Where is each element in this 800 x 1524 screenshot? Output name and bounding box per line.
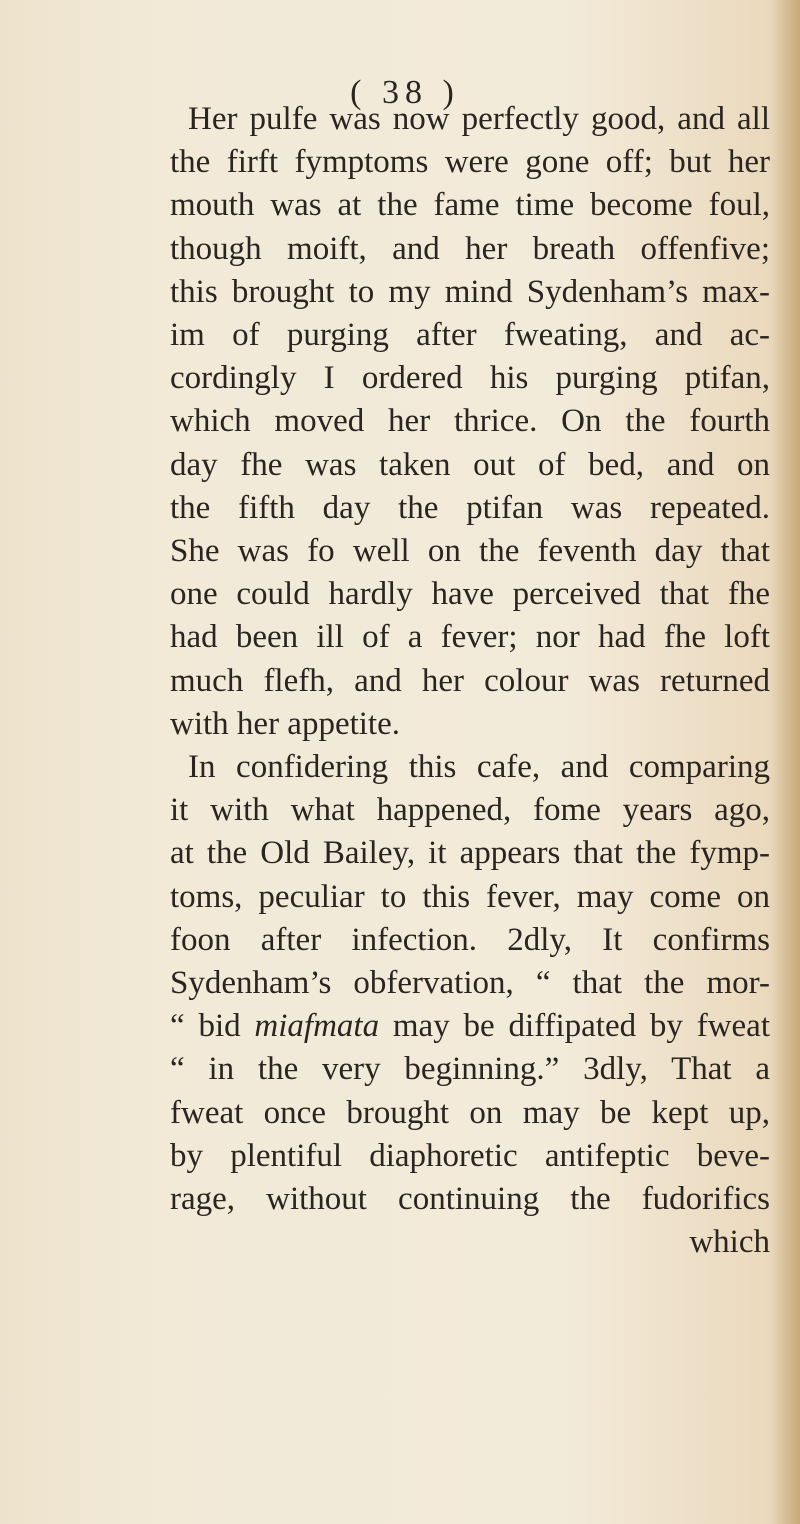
page-number: ( 38 ) [350, 74, 460, 111]
text-line: Her pulfe was now perfectly good, and all [188, 101, 770, 137]
text-line: which moved her thrice. On the fourth [170, 403, 770, 440]
italic-term: miafmata [254, 1008, 380, 1045]
text-line: the firft fymptoms were gone off; but her [170, 144, 770, 181]
body-text [170, 98, 770, 1264]
catchword: which [689, 1224, 770, 1261]
text-line: had been ill of a fever; nor had fhe loft [170, 619, 770, 656]
text-line: one could hardly have perceived that fhe [170, 576, 770, 613]
text-line: foon after infection. 2dly, It confirms [170, 921, 770, 958]
text-fragment: may be diffipated by fweat [392, 1008, 770, 1045]
text-line: with her appetite. [170, 705, 401, 742]
text-line: fweat once brought on may be kept up, [170, 1094, 770, 1131]
text-line: In confidering this cafe, and comparing [188, 749, 770, 786]
text-line: by plentiful diaphoretic antifeptic beve- [170, 1137, 770, 1174]
text-line: at the Old Bailey, it appears that the fymp- [170, 835, 770, 872]
page-edge-shadow [772, 0, 800, 1524]
text-line: im of purging after fweating, and ac- [170, 317, 770, 354]
text-line: the fifth day the ptifan was repeated. [170, 489, 770, 526]
text-line: much flefh, and her colour was returned [170, 662, 770, 699]
text-line: She was fo well on the feventh day that [170, 533, 770, 570]
text-line: rage, without continuing the fudorifics [170, 1181, 770, 1218]
text-line: though moift, and her breath offenfive; [170, 230, 770, 267]
text-line: toms, peculiar to this fever, may come on [170, 878, 770, 915]
text-line-with-italic [170, 1005, 770, 1048]
text-line: “ in the very beginning.” 3dly, That a [170, 1051, 770, 1088]
text-line: cordingly I ordered his purging ptifan, [170, 360, 770, 397]
text-fragment: “ bid [170, 1008, 241, 1045]
text-line: day fhe was taken out of bed, and on [170, 446, 770, 483]
text-line: it with what happened, fome years ago, [170, 792, 770, 829]
text-line: Sydenham’s obfervation, “ that the mor- [170, 965, 770, 1002]
text-line: mouth was at the fame time become foul, [170, 187, 770, 224]
text-line: this brought to my mind Sydenham’s max- [170, 273, 770, 310]
